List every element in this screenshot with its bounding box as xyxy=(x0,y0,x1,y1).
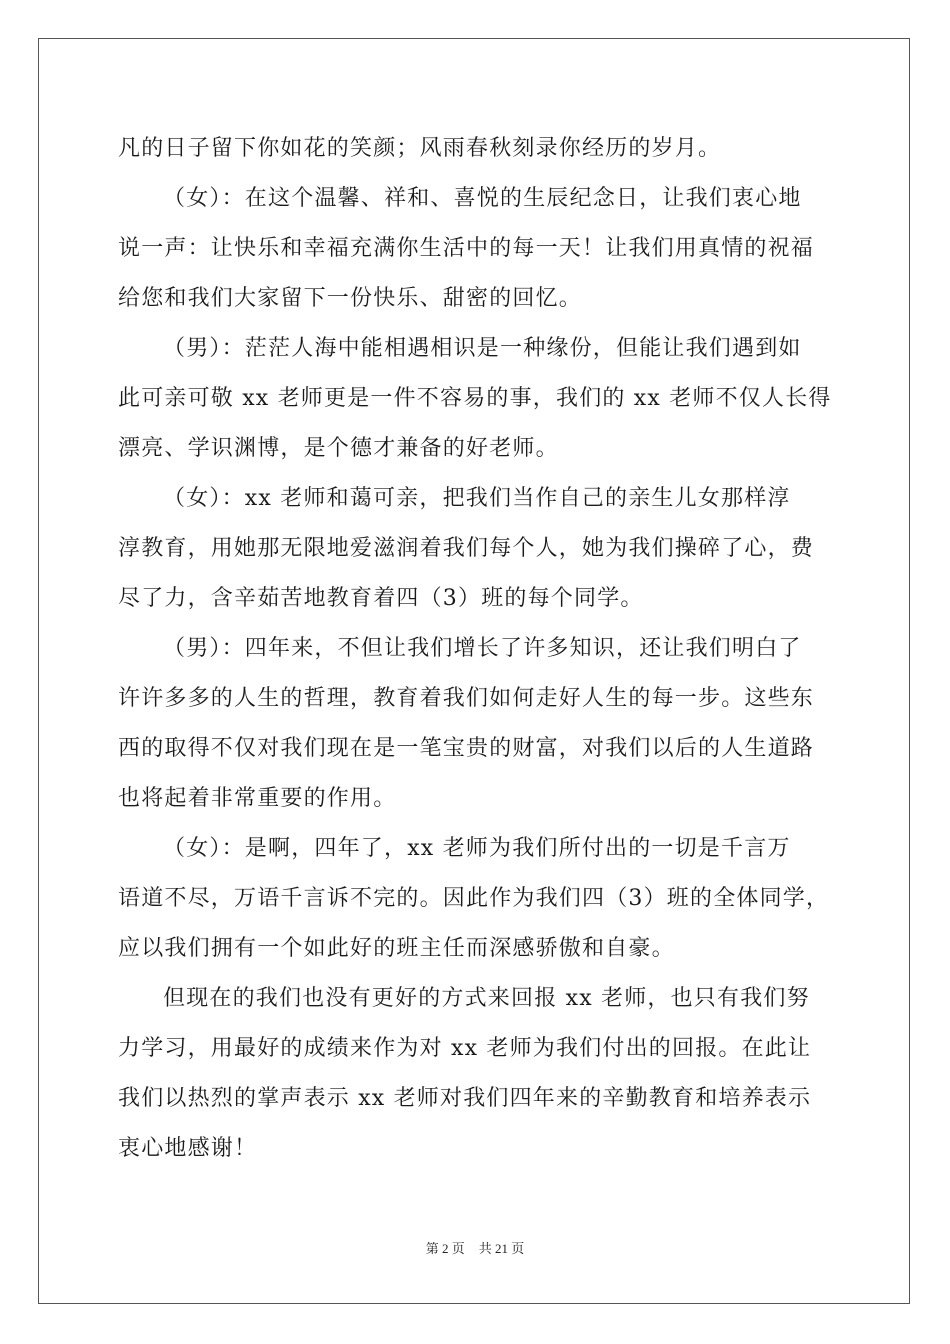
text-line: 说一声：让快乐和幸福充满你生活中的每一天！让我们用真情的祝福 xyxy=(118,236,815,261)
text-line: 我们以热烈的掌声表示 xx 老师对我们四年来的辛勤教育和培养表示 xyxy=(118,1086,812,1111)
text-line: （男）：四年来，不但让我们增长了许多知识，还让我们明白了 xyxy=(163,636,802,661)
text-line: 语道不尽，万语千言诉不完的。因此作为我们四（3）班的全体同学， xyxy=(118,886,830,911)
text-line: （女）：是啊，四年了，xx 老师为我们所付出的一切是千言万 xyxy=(163,836,791,861)
text-line: 衷心地感谢！ xyxy=(118,1136,258,1161)
text-line: 淳教育，用她那无限地爱滋润着我们每个人，她为我们操碎了心，费 xyxy=(118,536,815,561)
text-line: 漂亮、学识渊博，是个德才兼备的好老师。 xyxy=(118,436,559,461)
page-total: 共 21 页 xyxy=(478,1241,525,1256)
text-line: （男）：茫茫人海中能相遇相识是一种缘份，但能让我们遇到如 xyxy=(163,336,802,361)
text-line: （女）：xx 老师和蔼可亲，把我们当作自己的亲生儿女那样淳 xyxy=(163,486,791,511)
text-line: （女）：在这个温馨、祥和、喜悦的生辰纪念日，让我们衷心地 xyxy=(163,186,802,211)
document-body xyxy=(118,124,834,1174)
text-line: 西的取得不仅对我们现在是一笔宝贵的财富，对我们以后的人生道路 xyxy=(118,736,815,761)
text-line: 但现在的我们也没有更好的方式来回报 xx 老师，也只有我们努 xyxy=(163,986,810,1011)
page-number: 第 2 页 xyxy=(425,1241,465,1256)
page-footer xyxy=(0,1238,950,1257)
text-line: 此可亲可敬 xx 老师更是一件不容易的事，我们的 xx 老师不仅人长得 xyxy=(118,386,832,411)
text-line: 应以我们拥有一个如此好的班主任而深感骄傲和自豪。 xyxy=(118,936,675,961)
text-line: 力学习，用最好的成绩来作为对 xx 老师为我们付出的回报。在此让 xyxy=(118,1036,812,1061)
text-line: 给您和我们大家留下一份快乐、甜密的回忆。 xyxy=(118,286,583,311)
text-line: 凡的日子留下你如花的笑颜；风雨春秋刻录你经历的岁月。 xyxy=(118,136,722,161)
text-line: 也将起着非常重要的作用。 xyxy=(118,786,397,811)
text-line: 尽了力，含辛茹苦地教育着四（3）班的每个同学。 xyxy=(118,586,644,611)
text-line: 许许多多的人生的哲理，教育着我们如何走好人生的每一步。这些东 xyxy=(118,686,815,711)
